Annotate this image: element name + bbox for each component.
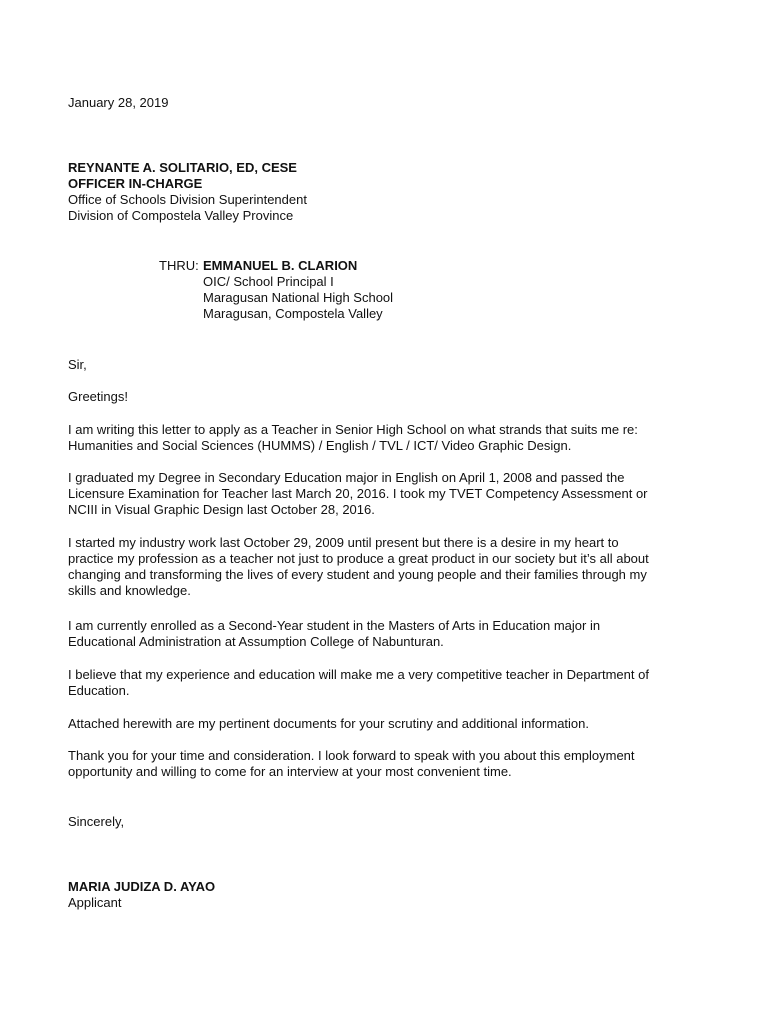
paragraph-attachments: Attached herewith are my pertinent documents for your scrutiny and additional information. (68, 716, 589, 731)
paragraph-enrollment: I am currently enrolled as a Second-Year student in the Masters of Arts in Education major in Educational Administration at Assumption College of Nabunturan. (68, 618, 601, 649)
letter-date: January 28, 2019 (68, 95, 169, 110)
recipient-block (68, 160, 700, 224)
thru-name: EMMANUEL B. CLARION (203, 258, 358, 273)
recipient-office: Office of Schools Division Superintendent (68, 192, 307, 207)
recipient-name: REYNANTE A. SOLITARIO, ED, CESE (68, 160, 297, 175)
signature-block (68, 879, 700, 911)
closing: Sincerely, (68, 814, 125, 829)
thru-school: Maragusan National High School (203, 290, 394, 305)
paragraph-application: I am writing this letter to apply as a Teacher in Senior High School on what strands that suits me re: Humanities and Social Sciences (HUMMS) / English / TVL / ICT/ Video Graphic Design. (68, 422, 638, 453)
paragraph-belief: I believe that my experience and education will make me a very competitive teacher in Department of Education. (68, 667, 649, 698)
paragraph-thanks: Thank you for your time and consideration. I look forward to speak with you about this employment opportunity and willing to come for an interview at your most convenient time. (68, 748, 635, 779)
paragraph-education: I graduated my Degree in Secondary Education major in English on April 1, 2008 and passed the Licensure Examination for Teacher last March 20, 2016. I took my TVET Competency Assessment or NCIII in Visual Graphic Design last October 28, 2016. (68, 470, 648, 517)
thru-label: THRU: (159, 258, 199, 273)
paragraph-experience: I started my industry work last October 29, 2009 until present but there is a desire in my heart to practice my profession as a teacher not just to produce a great product in our society but it’s all about changing and transforming the lives of every student and young people and their families through my skills and knowledge. (68, 535, 649, 598)
greeting: Greetings! (68, 389, 128, 404)
signatory-name: MARIA JUDIZA D. AYAO (68, 879, 216, 894)
recipient-division: Division of Compostela Valley Province (68, 208, 294, 223)
signatory-role: Applicant (68, 895, 122, 910)
thru-address: Maragusan, Compostela Valley (203, 306, 383, 321)
thru-position: OIC/ School Principal I (203, 274, 334, 289)
salutation: Sir, (68, 357, 87, 372)
recipient-title: OFFICER IN-CHARGE (68, 176, 203, 191)
